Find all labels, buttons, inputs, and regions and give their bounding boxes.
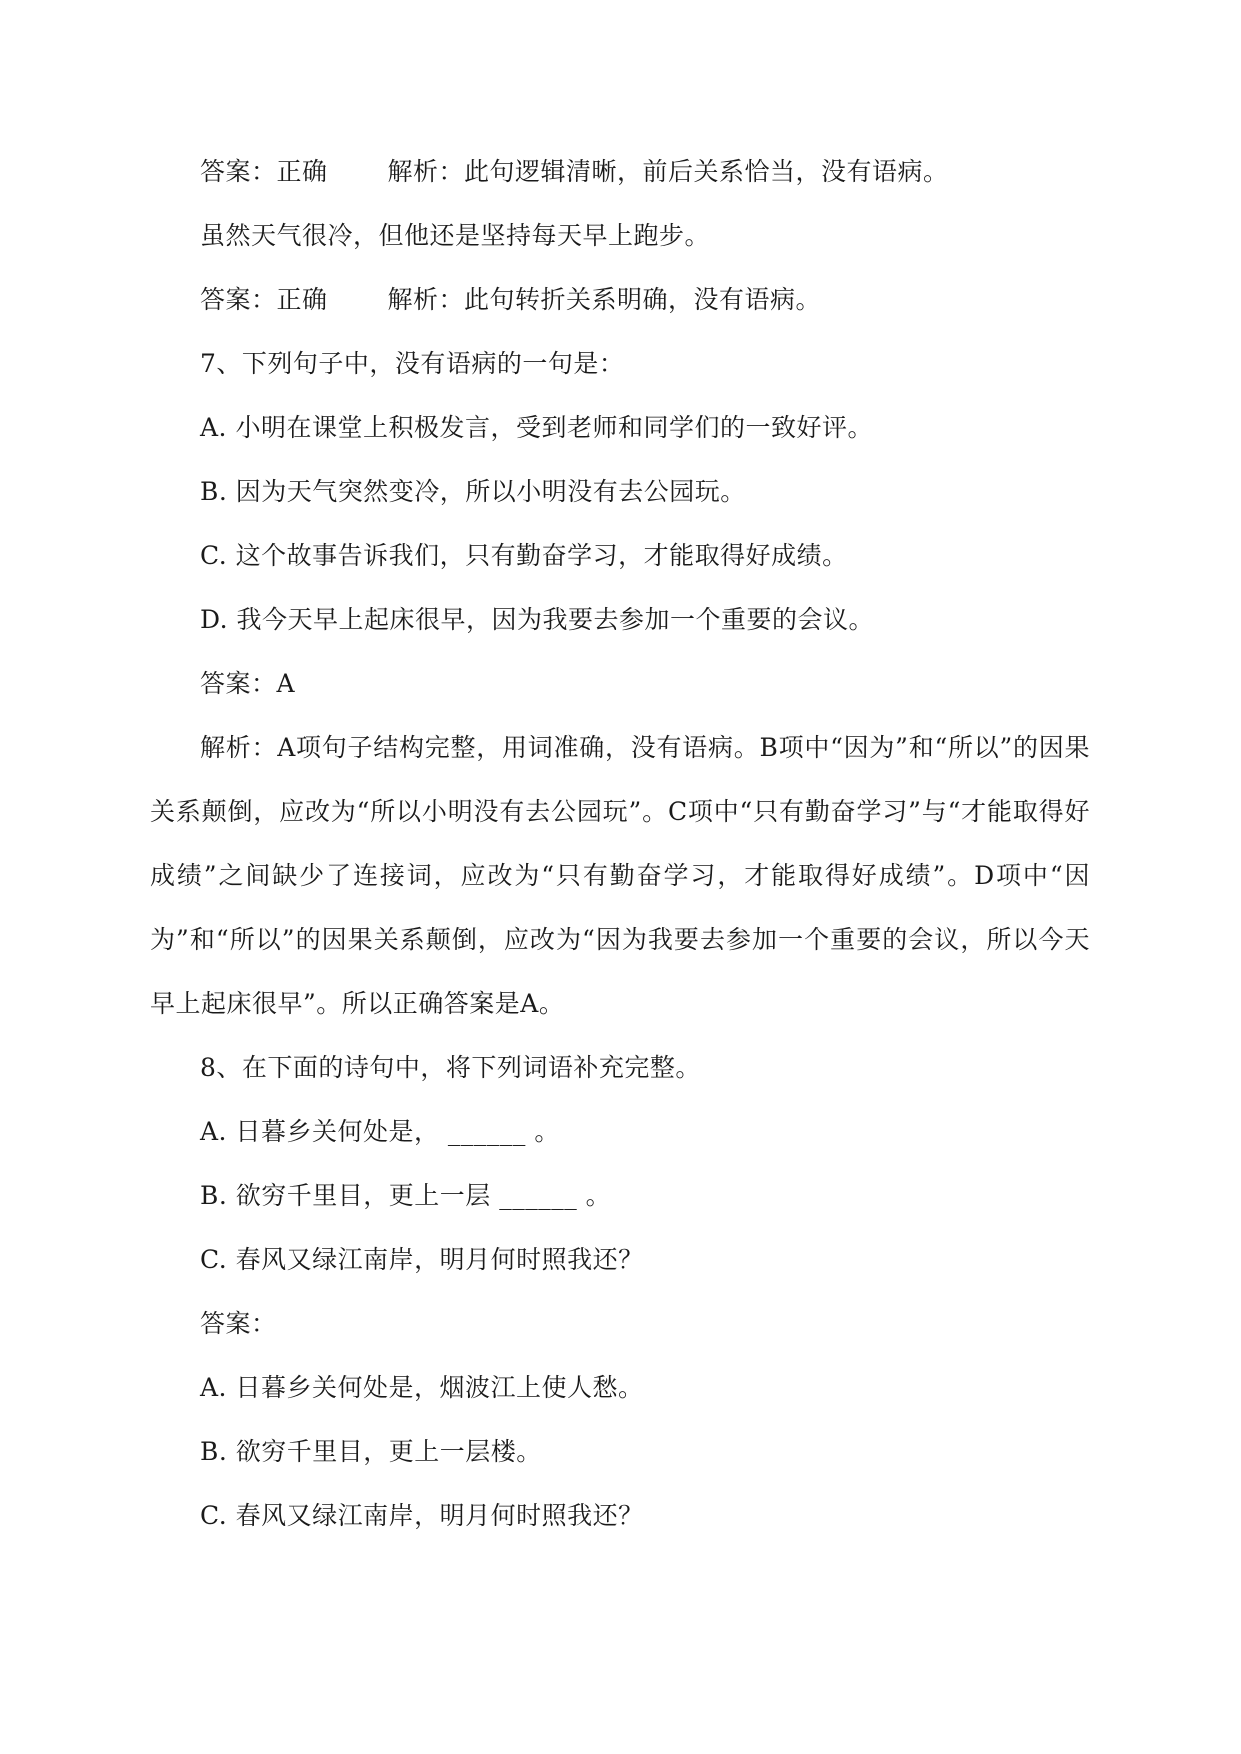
question-8-answer: 答案： — [200, 1309, 277, 1338]
question-7-option-c: C. 这个故事告诉我们，只有勤奋学习，才能取得好成绩。 — [200, 541, 848, 570]
answer-label: 答案：正确 — [200, 157, 328, 186]
question-7-option-b: B. 因为天气突然变冷，所以小明没有去公园玩。 — [200, 477, 746, 506]
question-7-analysis: 解析：A项句子结构完整，用词准确，没有语病。B项中“因为”和“所以”的因果关系颠倒，应改为“所以小明没有去公园玩”。C项中“只有勤奋学习”与“才能取得好成绩”之间缺少了连接词，应改为“只有勤奋学习，才能取得好成绩”。D项中“因为”和“所以”的因果关系颠倒，应改为“因为我要去参加一个重要的会议，所以今天早上起床很早”。所以正确答案是A。 — [150, 733, 1090, 1018]
example-sentence: 虽然天气很冷，但他还是坚持每天早上跑步。 — [200, 221, 711, 250]
question-7-option-a: A. 小明在课堂上积极发言，受到老师和同学们的一致好评。 — [200, 413, 873, 442]
question-8-option-b: B. 欲穷千里目，更上一层 ______ 。 — [200, 1181, 612, 1210]
question-8-option-c: C. 春风又绿江南岸，明月何时照我还？ — [200, 1245, 644, 1274]
analysis-text: 解析：此句转折关系明确，没有语病。 — [387, 285, 822, 314]
document-page — [150, 140, 1090, 1548]
answer-line-2 — [150, 268, 1090, 332]
question-7: 7、下列句子中，没有语病的一句是： — [200, 349, 625, 378]
answer-label: 答案：正确 — [200, 285, 328, 314]
question-7-option-d: D. 我今天早上起床很早，因为我要去参加一个重要的会议。 — [200, 605, 875, 634]
question-8-answer-a: A. 日暮乡关何处是，烟波江上使人愁。 — [200, 1373, 644, 1402]
question-7-answer: 答案：A — [200, 669, 296, 698]
question-8-answer-c: C. 春风又绿江南岸，明月何时照我还？ — [200, 1501, 644, 1530]
answer-line-1 — [150, 140, 1090, 204]
question-8: 8、在下面的诗句中，将下列词语补充完整。 — [200, 1053, 701, 1082]
question-8-option-a: A. 日暮乡关何处是， ______ 。 — [200, 1117, 560, 1146]
question-8-answer-b: B. 欲穷千里目，更上一层楼。 — [200, 1437, 542, 1466]
analysis-text: 解析：此句逻辑清晰，前后关系恰当，没有语病。 — [387, 157, 949, 186]
